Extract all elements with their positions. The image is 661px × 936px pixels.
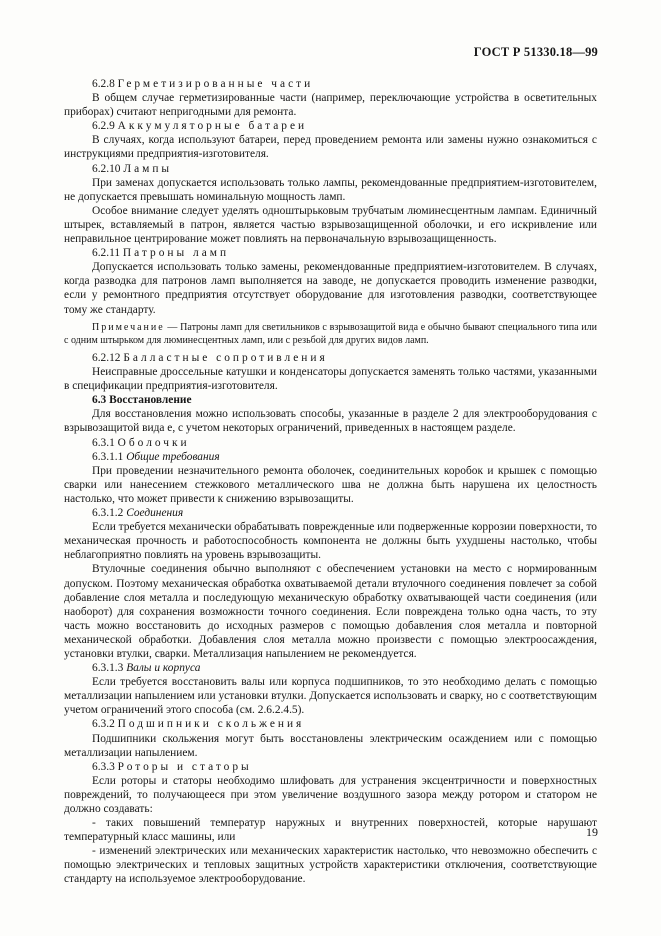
page-number: 19 — [586, 825, 598, 839]
section-title: Герметизированные части — [117, 78, 314, 90]
section-heading — [64, 506, 597, 520]
paragraph: Если роторы и статоры необходимо шлифовать для устранения эксцентричности и поверхностных повреждений, то получающееся при этом увеличение воздушного зазора между ротором и статором не должно создавать: — [64, 774, 597, 815]
section-heading — [64, 760, 597, 774]
section-heading — [64, 119, 597, 133]
section-heading — [64, 717, 597, 731]
paragraph: Особое внимание следует уделять одноштырьковым трубчатым люминесцентным лампам. Единичный штырек, вставляемый в патрон, является частью взрывозащищенной оболочки, и его искривление или неправильное центрирование может повлиять на первоначальную взрывозащищенность. — [64, 204, 597, 246]
section-title: Соединения — [126, 507, 184, 520]
paragraph: Допускается использовать только замены, рекомендованные предприятием-изготовителем. В случаях, когда разводка для патронов ламп выполняется на заводе, не допускается проводить изменение разводки, если у ремонтного предприятия отсутствует оборудование для изготовления разводки, соответствующее тому же стандарту. — [64, 261, 597, 316]
section-number: 6.3.2 — [92, 718, 115, 731]
section-number: 6.3.1.2 — [92, 507, 124, 520]
paragraph: При проведении незначительного ремонта оболочек, соединительных коробок и крышек с помощью сварки или нанесением стежкового металлического шва не должна быть нарушена их целостность настолько, что может привести к снижению взрывозащиты. — [64, 464, 597, 505]
section-heading — [64, 661, 597, 675]
paragraph: В общем случае герметизированные части (например, переключающие устройства в осветительных приборах) считают непригодными для ремонта. — [64, 92, 597, 119]
section-title: Роторы и статоры — [117, 760, 252, 773]
paragraph: - таких повышений температур наружных и внутренних поверхностей, которые нарушают температурный класс машины, или — [64, 817, 597, 844]
section-number: 6.3.3 — [92, 760, 115, 773]
paragraph: Если требуется механически обрабатывать поврежденные или подверженные коррозии поверхности, то механическая прочность и работоспособность компонента не должны быть ухудшены настолько, чтобы неблагоприятно повлиять на уровень взрывозащиты. — [64, 521, 597, 562]
standard-header: ГОСТ Р 51330.18—99 — [473, 45, 598, 59]
paragraph: Подшипники скольжения могут быть восстановлены электрическим осаждением или с помощью металлизации напылением. — [64, 732, 597, 759]
document-body — [64, 77, 597, 887]
paragraph: В случаях, когда используют батареи, перед проведением ремонта или замены нужно ознакомиться с инструкциями предприятия-изготовителя. — [64, 134, 597, 161]
section-heading — [64, 246, 597, 260]
section-title: Валы и корпуса — [126, 662, 201, 675]
paragraph: При заменах допускается использовать только лампы, рекомендованные предприятием-изготовителем, не допускается превышать номинальную мощность ламп. — [64, 176, 597, 203]
section-title: Патроны ламп — [122, 247, 230, 260]
section-heading — [64, 351, 597, 365]
paragraph: Для восстановления можно использовать способы, указанные в разделе 2 для электрооборудования с взрывозащитой вида е, с учетом некоторых ограничений, приведенных в настоящем разделе. — [64, 408, 597, 435]
section-title: Подшипники скольжения — [117, 718, 305, 731]
section-number: 6.2.12 — [92, 352, 121, 364]
note — [64, 321, 597, 347]
section-heading — [64, 77, 597, 91]
section-title: Лампы — [123, 162, 173, 175]
section-number: 6.2.11 — [92, 247, 121, 260]
section-heading — [64, 450, 597, 464]
section-number: 6.2.9 — [92, 120, 115, 133]
section-number: 6.2.10 — [92, 162, 121, 175]
paragraph: Неисправные дроссельные катушки и конденсаторы допускается заменять только частями, указанными в спецификации предприятия-изготовителя. — [64, 366, 597, 393]
section-title: Балластные сопротивления — [123, 352, 328, 364]
section-number: 6.3.1 — [92, 436, 115, 449]
paragraph: Втулочные соединения обычно выполняют с обеспечением установки на место с нормированным допуском. Поэтому механическая обработка охватываемой детали втулочного соединения повлечет за собой добавление слоя металла и последующую механическую обработку охватывающей части соединения (или наоборот) для сохранения возможности точного соединения. Если повреждена только одна часть, то эту часть можно восстановить до исходных размеров с помощью добавления слоя металла и повторной механической обработки. Добавления слоя металла можно произвести с помощью электроосаждения, установки втулки, сварки. Металлизация напылением не рекомендуется. — [64, 563, 597, 660]
section-number: 6.3 — [92, 394, 107, 407]
section-title: Общие требования — [126, 450, 220, 463]
section-number: 6.2.8 — [92, 78, 115, 90]
section-title: Восстановление — [109, 394, 192, 407]
paragraph: Если требуется восстановить валы или корпуса подшипников, то это необходимо делать с помощью металлизации напылением или установки втулки. Допускается использовать и сварку, но с соответствующим учетом ограничений этого способа (см. 2.6.2.4.5). — [64, 676, 597, 717]
section-heading — [64, 162, 597, 176]
section-number: 6.3.1.1 — [92, 450, 124, 463]
section-heading — [64, 436, 597, 450]
section-number: 6.3.1.3 — [92, 662, 124, 675]
note-text: — Патроны ламп для светильников с взрывозащитой вида е обычно бывают специального типа или с одним штырьком для люминесцентных ламп, или с резьбой для других видов ламп. — [64, 321, 597, 346]
section-title: Аккумуляторные батареи — [117, 120, 308, 133]
section-title: Оболочки — [117, 436, 190, 449]
paragraph: - изменений электрических или механических характеристик настолько, что невозможно обеспечить с помощью электрических и тепловых защитных устройств характеристики отключения, соответствующие стандарту на используемое электрооборудование. — [64, 845, 597, 886]
section-heading — [64, 393, 597, 407]
note-label: Примечание — [92, 321, 165, 333]
